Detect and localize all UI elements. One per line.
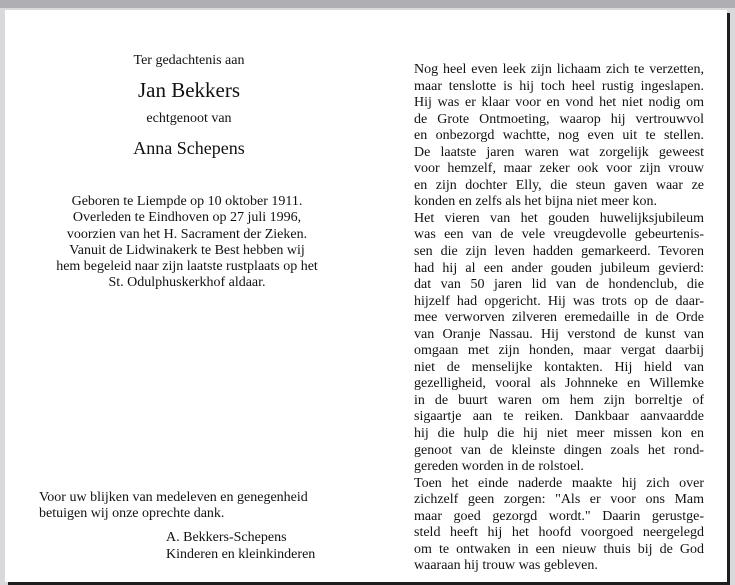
biography-block xyxy=(39,194,335,292)
text-line: om te ontwaken in een nieuw thuis bij de God xyxy=(414,541,704,557)
text-line: Toen het einde naderde maakte hij zich over xyxy=(414,475,704,491)
text-line: waaraan hij trouw was gebleven. xyxy=(414,558,598,574)
biography-line: Vanuit de Lidwinakerk te Best hebben wij xyxy=(69,242,305,258)
thanks-line: Voor uw blijken van medeleven en genegenheid xyxy=(39,490,308,505)
top-border xyxy=(0,0,735,8)
text-line: Het vieren van het gouden huwelijksjubileum xyxy=(414,210,704,226)
signer-line: Kinderen en kleinkinderen xyxy=(166,546,316,562)
thanks-line: betuigen wij onze oprechte dank. xyxy=(39,506,225,522)
text-line: had hij al een ander gouden jubileum gevierd: xyxy=(414,260,704,276)
text-line: hij die hulp die hij niet meer missen kon en xyxy=(414,426,704,442)
text-line: genoot van de kleinste dingen zoals het rond- xyxy=(414,442,704,458)
text-line: dat van 50 jaren lid van de hondenclub, die xyxy=(414,277,704,293)
text-line: Hij was er klaar voor en vond het niet nodig om xyxy=(414,95,704,111)
thanks-block xyxy=(39,490,339,523)
text-line: gezelligheid, vooral als Johnneke en Willemke xyxy=(414,376,704,392)
text-line: gereden worden in de rolstoel. xyxy=(414,459,584,475)
text-line: en onbezorgd wachtte, nog even uit te stellen. xyxy=(414,128,704,144)
text-line: steld heeft hij het hoofd voorgoed neergelegd xyxy=(414,525,704,541)
text-line: niet de menselijke kontakten. Hij hield van xyxy=(414,359,704,375)
life-text-block xyxy=(414,62,704,575)
text-line: sigaartje aan te reiken. Dankbaar aanvaardde xyxy=(414,409,704,425)
text-line: van Oranje Nassau. Hij verstond de kunst van xyxy=(414,326,704,342)
biography-line: voorzien van het H. Sacrament der Zieken. xyxy=(66,226,308,242)
text-line: Nog heel even leek zijn lichaam zich te verzetten, xyxy=(414,62,704,77)
text-line: sen die zijn leven hadden gemarkeerd. Tevoren xyxy=(414,244,704,260)
deceased-name: Jan Bekkers xyxy=(137,78,241,102)
signers-block xyxy=(166,530,366,563)
text-line: hijzelf had opgericht. Hij was trots op de daar- xyxy=(414,293,704,309)
text-line: omgaan met zijn honden, maar vergat daarbij xyxy=(414,343,704,359)
text-line: was een van de vele vreugdevolle gebeurtenis- xyxy=(414,227,704,243)
text-line: de Grote Ontmoeting, waarop hij vertrouwvol xyxy=(414,111,704,127)
text-line: in de buurt waren om hem zijn borreltje of xyxy=(414,392,704,408)
biography-line: St. Odulphuskerkhof aldaar. xyxy=(108,275,266,291)
text-line: mee verworven zilveren eremedaille in de Orde xyxy=(414,310,704,326)
signer-line: A. Bekkers-Schepens xyxy=(166,530,287,545)
text-line: maar tenslotte is hij toch heel rustig ingeslapen. xyxy=(414,78,704,94)
text-line: voor hemzelf, maar zeker ook voor zijn vrouw xyxy=(414,161,704,177)
biography-line: Geboren te Liempde op 10 oktober 1911. xyxy=(71,194,303,209)
biography-line: Overleden te Eindhoven op 27 juli 1996, xyxy=(72,210,302,226)
text-line: konden en zelfs als het bijna niet meer kon. xyxy=(414,194,657,210)
text-line: De laatste jaren waren wat zorgelijk geweest xyxy=(414,144,704,160)
biography-line: hem begeleid naar zijn laatste rustplaats op het xyxy=(56,259,318,275)
relation-text: echtgenoot van xyxy=(146,111,232,126)
heading-block xyxy=(39,52,339,159)
text-line: en zijn dochter Elly, die steun gaven waar ze xyxy=(414,177,704,193)
spouse-name: Anna Schepens xyxy=(133,138,245,158)
memorial-card xyxy=(5,10,727,582)
text-line: zichzelf geen zorgen: "Als er voor ons Mam xyxy=(414,492,704,508)
intro-text: Ter gedachtenis aan xyxy=(133,53,245,68)
text-line: maar goed gezorgd wordt." Daarin gerustge- xyxy=(414,508,704,524)
